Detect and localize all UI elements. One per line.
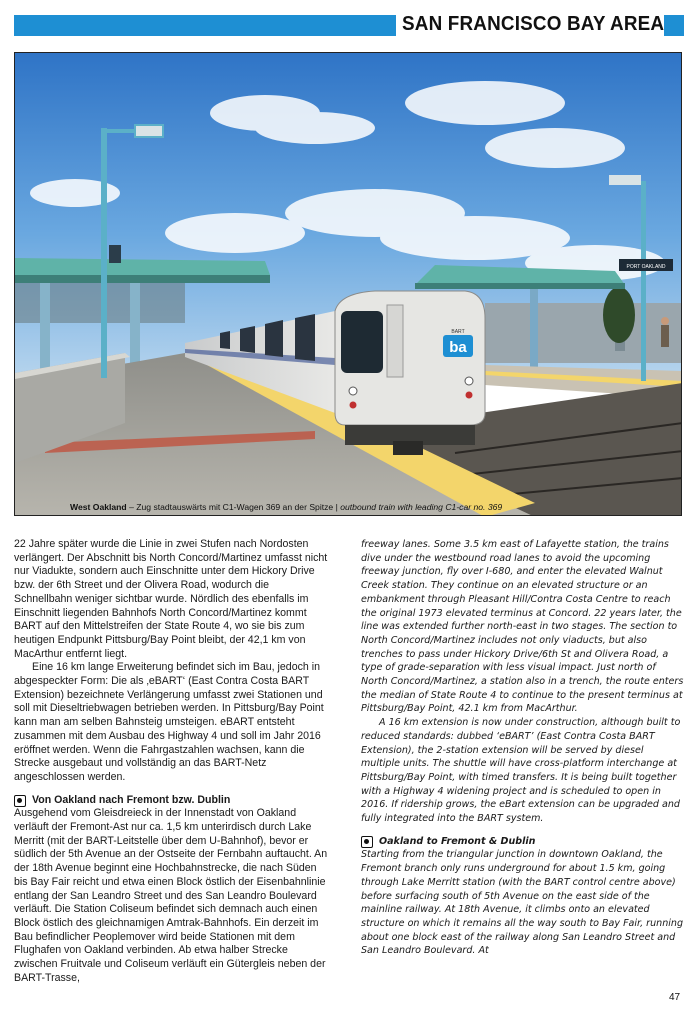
caption-german: – Zug stadtauswärts mit C1-Wagen 369 an der Spitze |	[126, 502, 341, 512]
english-paragraph-2: A 16 km extension is now under construction, although built to reduced standards: dubbed ‘eBART’ (East Contra Costa BART Extension), the 2-station extension will be served by diesel multiple units. The shuttle will have cross-platform interchange at Pittsburg/Bay Point, with timed transfers. It is being built together with a Highway 4 widening project and is scheduled to open in 2016. If ridership grows, the eBart extension can be upgraded and fully integrated into the BART system.	[361, 717, 681, 825]
german-paragraph-3: Ausgehend vom Gleisdreieck in der Innenstadt von Oakland verläuft der Fremont-Ast nur ca. 1,5 km unterirdisch durch Lake Merritt (mit der BART-Leitstelle über dem U-Bahnhof), bevor er südlich der 5th Avenue an der Ostseite der Fernbahn auftaucht. An der 18th Avenue beginnt eine Hochbahnstrecke, die nach Süden bis Bay Fair reicht und etwa einen Block östlich der Eisenbahnlinie entlang der San Leandro Street und des San Leandro Boulevard verläuft. Die Station Coliseum befindet sich demnach auch einen Block östlich des gleichnamigen Amtrak-Bahnhofs. Ein derzeit im Bau befindlicher Peoplemover wird beide Stationen mit dem Flughafen von Oakland verbinden. Ab etwa halber Strecke zwischen Fruitvale und Coliseum verläuft ein Gütergleis neben der BART-Trasse,	[14, 807, 328, 984]
photo-caption	[70, 502, 502, 512]
section-marker-icon	[14, 795, 26, 807]
section-title: SAN FRANCISCO BAY AREA	[402, 12, 665, 35]
german-paragraph-1: 22 Jahre später wurde die Linie in zwei Stufen nach Nordosten verlängert. Der Abschnitt bis North Concord/Martinez umfasst nicht nur Viadukte, sondern auch Einschnitte unter dem Hickory Drive bzw. der 6th Street und der Olivera Road, wodurch die Schnellbahn weniger sichtbar wurde. Nördlich des ebenfalls im Einschnitt liegenden Bahnhofs North Concord/Martinez kommt BART auf den Mittelstreifen der State Route 4, wo sie bis zum heutigen Endpunkt Pittsburg/Bay Point bleibt, der 42,1 km von MacArthur entfernt liegt.	[14, 538, 328, 660]
english-heading-text: Oakland to Fremont & Dublin	[379, 835, 536, 847]
station-photo	[14, 52, 682, 516]
german-heading-text: Von Oakland nach Fremont bzw. Dublin	[32, 793, 231, 806]
english-paragraph-1: freeway lanes. Some 3.5 km east of Lafayette station, the trains dive under the westbound road lanes to avoid the upcoming freeway junction, fly over I-680, and enter the elevated Walnut Creek station. They continue on an elevated structure or an embankment through Pleasant Hill/Contra Costa Centre to reach the original 1973 elevated terminus at Concord. 22 years later, the line was extended further north-east in two stages. The section to North Concord/Martinez includes not only viaducts, but also trenches to pass under Hickory Drive/6th St and Olivera Road, a type of grade-separation with less visual impact. Just north of North Concord/Martinez, a station also in a trench, the route enters the median of State Route 4 to continue to the present terminus at Pittsburg/Bay Point, 42.1 km from MacArthur.	[361, 539, 684, 715]
page-number: 47	[669, 992, 681, 1003]
german-paragraph-2: Eine 16 km lange Erweiterung befindet sich im Bau, jedoch in abgespeckter Form: Die als ‚eBART‘ (East Contra Costa BART Extension) bezeichnete Verlängerung umfasst zwei Stationen und soll mit Dieseltriebwagen betrieben werden. In Pittsburg/Bay Point kann man am selben Bahnsteig umsteigen. eBART entsteht zusammen mit dem Ausbau des Highway 4 und soll im Jahr 2016 eröffnet werden. Wenn die Fahrgastzahlen wachsen, kann die Strecke ausgebaut und vollständig an das BART-Netz angeschlossen werden.	[14, 661, 324, 783]
station-sign: PORT OAKLAND	[626, 264, 666, 270]
header-accent-bar-left	[14, 15, 396, 36]
bart-logo-text: ba	[449, 339, 467, 356]
bart-logo-small: BART	[451, 329, 465, 335]
english-paragraph-3: Starting from the triangular junction in downtown Oakland, the Fremont branch only runs underground for about 1.5 km, going through Lake Merritt station (with the BART control centre above) before surfacing south of 5th Avenue on the east side of the mainline railway. At 18th Avenue, it climbs onto an elevated structure on which it remains all the way south to Bay Fair, running about one block east of the railway along San Leandro Street and San Leandro Boulevard. At	[361, 849, 684, 957]
header-accent-bar-right	[664, 15, 684, 36]
section-marker-icon	[361, 836, 373, 848]
english-column	[361, 538, 685, 958]
german-section-heading	[14, 794, 328, 808]
german-column	[14, 538, 328, 986]
caption-place: West Oakland	[70, 502, 127, 512]
english-section-heading	[361, 835, 685, 849]
caption-english: outbound train with leading C1-car no. 369	[340, 502, 503, 512]
